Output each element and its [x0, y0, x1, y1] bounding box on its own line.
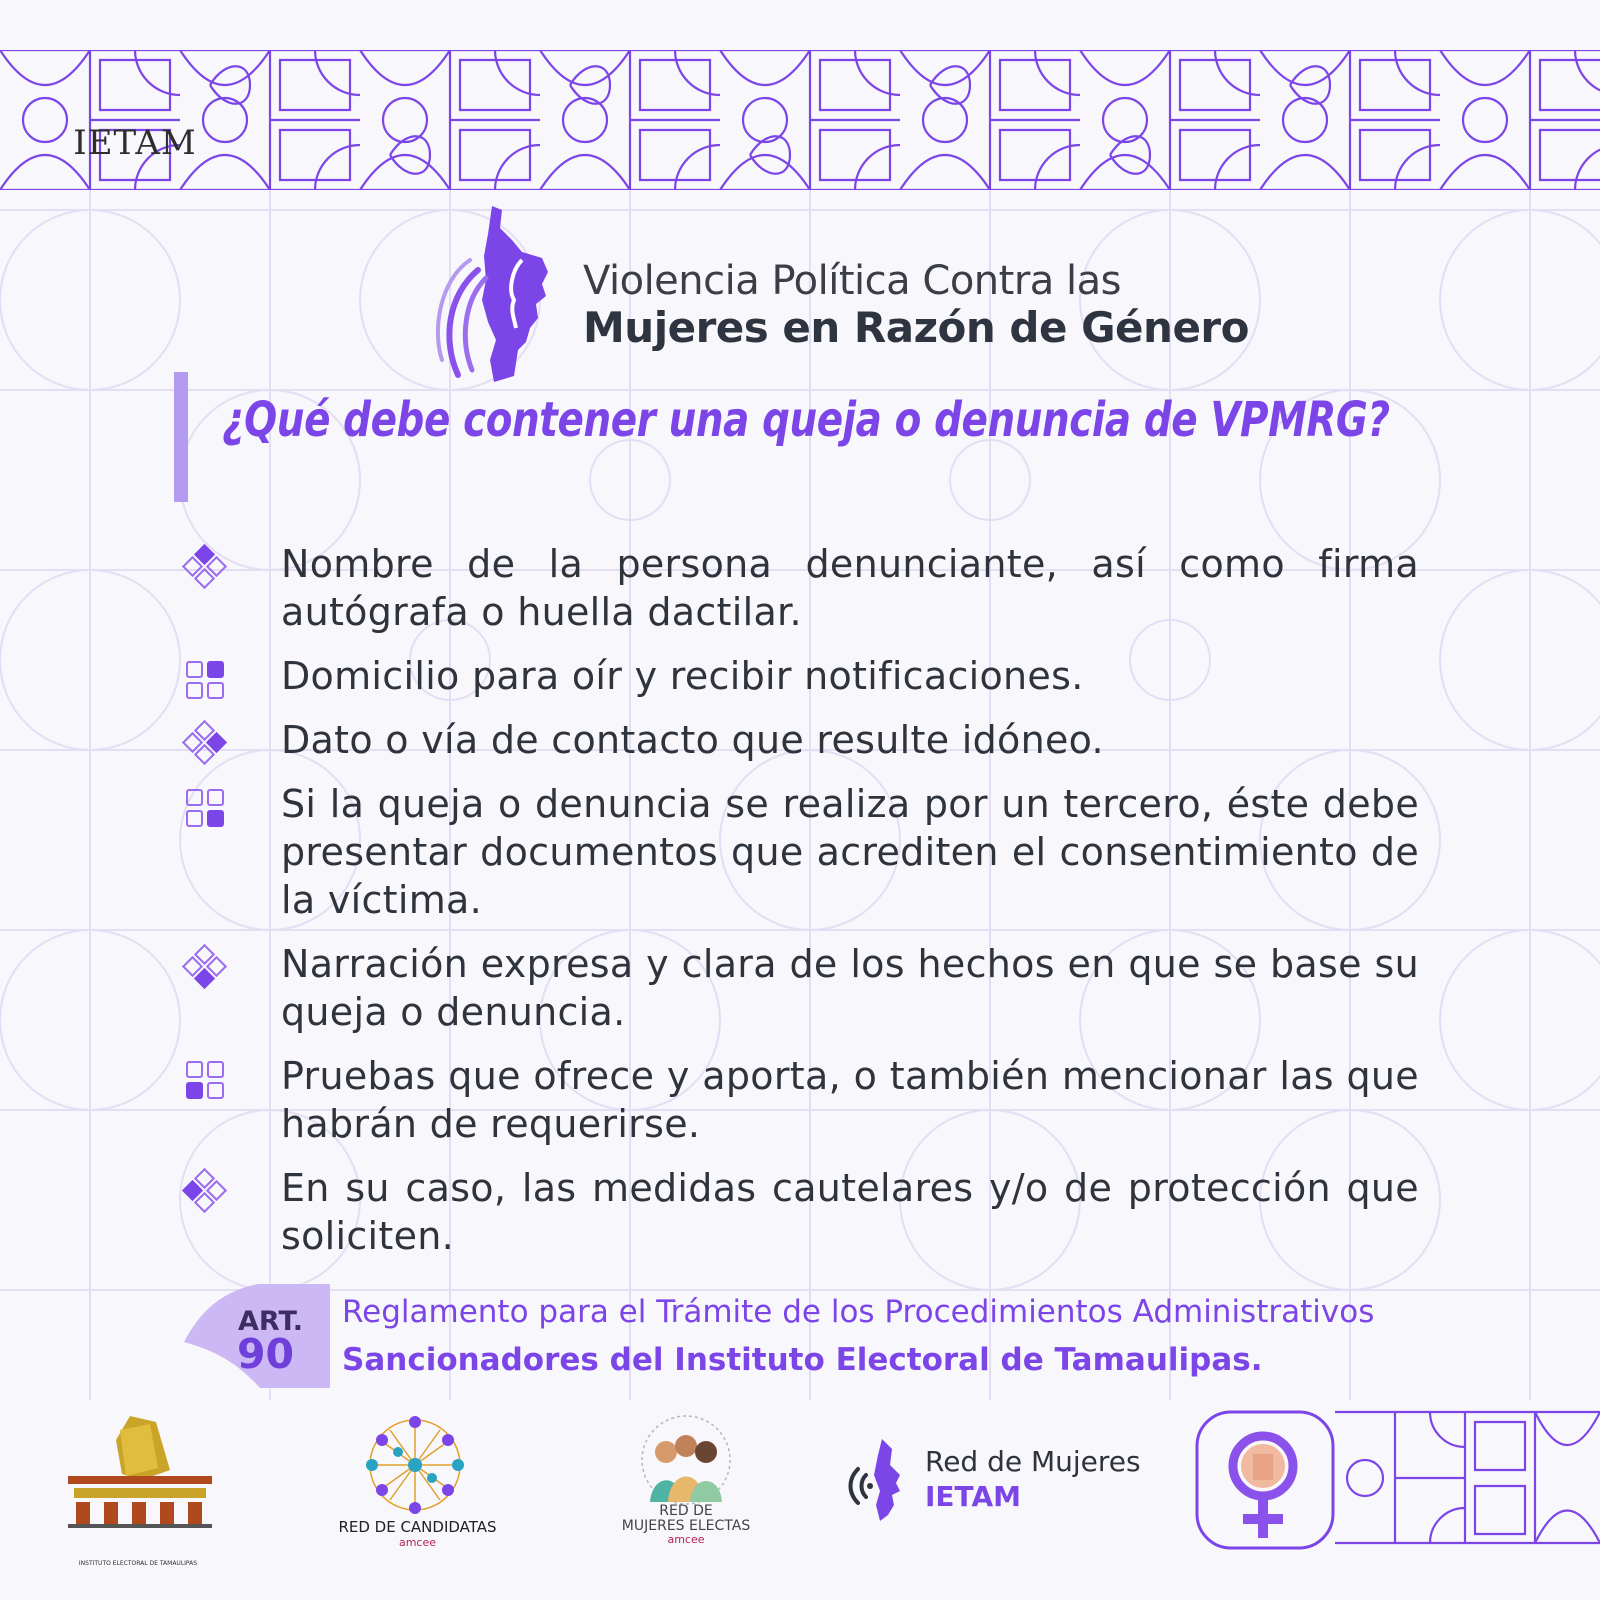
female-symbol-fist-icon [1195, 1410, 1335, 1550]
decorative-band-corner [1335, 1410, 1600, 1545]
mujeres-electas-logo [636, 1410, 736, 1510]
regulation-line-2: Sancionadores del Instituto Electoral de Tamaulipas. [342, 1342, 1263, 1378]
candidatas-network-logo [360, 1410, 470, 1520]
campaign-header [430, 200, 1249, 390]
square-grid-icon [180, 656, 232, 708]
header-subtitle: Violencia Política Contra las [583, 258, 1121, 304]
diamond-cluster-icon [180, 720, 232, 772]
list-item [180, 716, 1420, 764]
list-item-text: Dato o vía de contacto que resulte idóneo. [281, 718, 1104, 762]
red-mujeres-ietam-label: IETAM [925, 1480, 1022, 1513]
accent-bar [174, 372, 188, 502]
ietam-logo [60, 1410, 220, 1560]
ietam-subtitle: INSTITUTO ELECTORAL DE TAMAULIPAS [78, 1560, 198, 1567]
list-item [180, 940, 1420, 1036]
list-item-text: Narración expresa y clara de los hechos en que se base su queja o denuncia. [281, 942, 1419, 1034]
list-item-text: En su caso, las medidas cautelares y/o de protección que soliciten. [281, 1166, 1419, 1258]
woman-profile-logo [430, 200, 570, 385]
electas-label-line-2: MUJERES ELECTAS [621, 1518, 751, 1534]
candidatas-label: RED DE CANDIDATAS [338, 1518, 497, 1536]
diamond-cluster-icon [180, 1168, 232, 1220]
question-heading: ¿Qué debe contener una queja o denuncia de VPMRG? [222, 392, 1390, 448]
list-item-text: Nombre de la persona denunciante, así como firma autógrafa o huella dactilar. [281, 542, 1419, 634]
square-grid-icon [180, 1056, 232, 1108]
electas-sublabel: amcee [667, 1533, 705, 1546]
decorative-band [0, 50, 1600, 190]
list-item [180, 652, 1420, 700]
red-mujeres-label: Red de Mujeres [925, 1445, 1141, 1478]
requirements-list [180, 540, 1420, 1276]
list-item [180, 780, 1420, 924]
candidatas-sublabel: amcee [398, 1536, 437, 1549]
article-number: 90 [237, 1330, 295, 1378]
list-item [180, 540, 1420, 636]
diamond-cluster-icon [180, 544, 232, 596]
regulation-line-1: Reglamento para el Trámite de los Procedimientos Administrativos [342, 1294, 1375, 1330]
red-mujeres-logo [842, 1435, 922, 1525]
list-item-text: Domicilio para oír y recibir notificaciones. [281, 654, 1084, 698]
list-item [180, 1164, 1420, 1260]
list-item-text: Pruebas que ofrece y aporta, o también mencionar las que habrán de requerirse. [281, 1054, 1419, 1146]
electas-label-line-1: RED DE [659, 1503, 713, 1519]
list-item-text: Si la queja o denuncia se realiza por un tercero, éste debe presentar documentos que acrediten el consentimiento de la víctima. [281, 782, 1419, 922]
header-title: Mujeres en Razón de Género [583, 303, 1249, 352]
article-label: ART. [238, 1306, 304, 1337]
electas-label [600, 1504, 772, 1534]
list-item [180, 1052, 1420, 1148]
square-grid-icon [180, 784, 232, 836]
diamond-cluster-icon [180, 944, 232, 996]
ietam-wordmark: IETAM [73, 123, 197, 163]
